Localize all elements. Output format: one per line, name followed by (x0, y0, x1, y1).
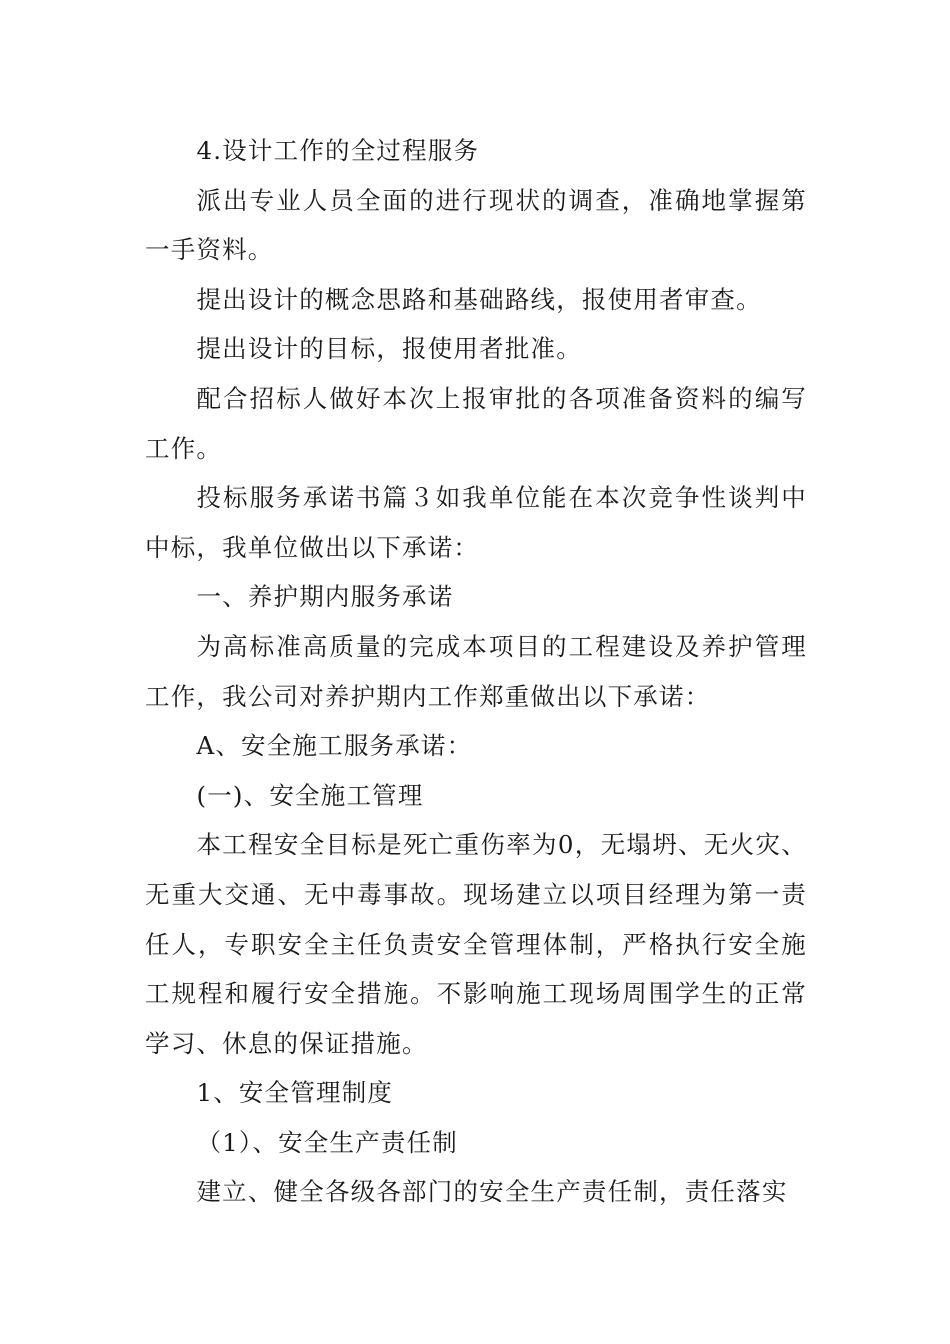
paragraph: 配合招标人做好本次上报审批的各项准备资料的编写工作。 (145, 383, 807, 463)
paragraph-subheading: (一)、安全施工管理 (196, 780, 424, 810)
paragraph-subheading: A、安全施工服务承诺： (196, 731, 473, 761)
document-body (145, 126, 807, 1217)
paragraph: 投标服务承诺书篇３如我单位能在本次竞争性谈判中中标，我单位做出以下承诺： (145, 483, 807, 562)
paragraph: 提出设计的概念思路和基础路线，报使用者审查。 (196, 284, 762, 314)
paragraph-section-heading: 一、养护期内服务承诺 (196, 582, 454, 612)
paragraph-subheading: （1）、安全生产责任制 (196, 1127, 458, 1157)
paragraph-subheading: 1、安全管理制度 (196, 1078, 394, 1108)
paragraph-section-heading: 4.设计工作的全过程服务 (196, 136, 480, 165)
paragraph: 为高标准高质量的完成本项目的工程建设及养护管理工作，我公司对养护期内工作郑重做出以下承诺： (145, 631, 807, 711)
paragraph: 提出设计的目标，报使用者批准。 (196, 334, 582, 364)
paragraph: 本工程安全目标是死亡重伤率为0，无塌坍、无火灾、无重大交通、无中毒事故。现场建立以项目经理为第一责任人，专职安全主任负责安全管理体制，严格执行安全施工规程和履行安全措施。不影响施工现场周围学生的正常学习、休息的保证措施。 (145, 830, 807, 1058)
paragraph: 建立、健全各级各部门的安全生产责任制，责任落实 (196, 1177, 788, 1207)
paragraph: 派出专业人员全面的进行现状的调查，准确地掌握第一手资料。 (145, 185, 807, 265)
